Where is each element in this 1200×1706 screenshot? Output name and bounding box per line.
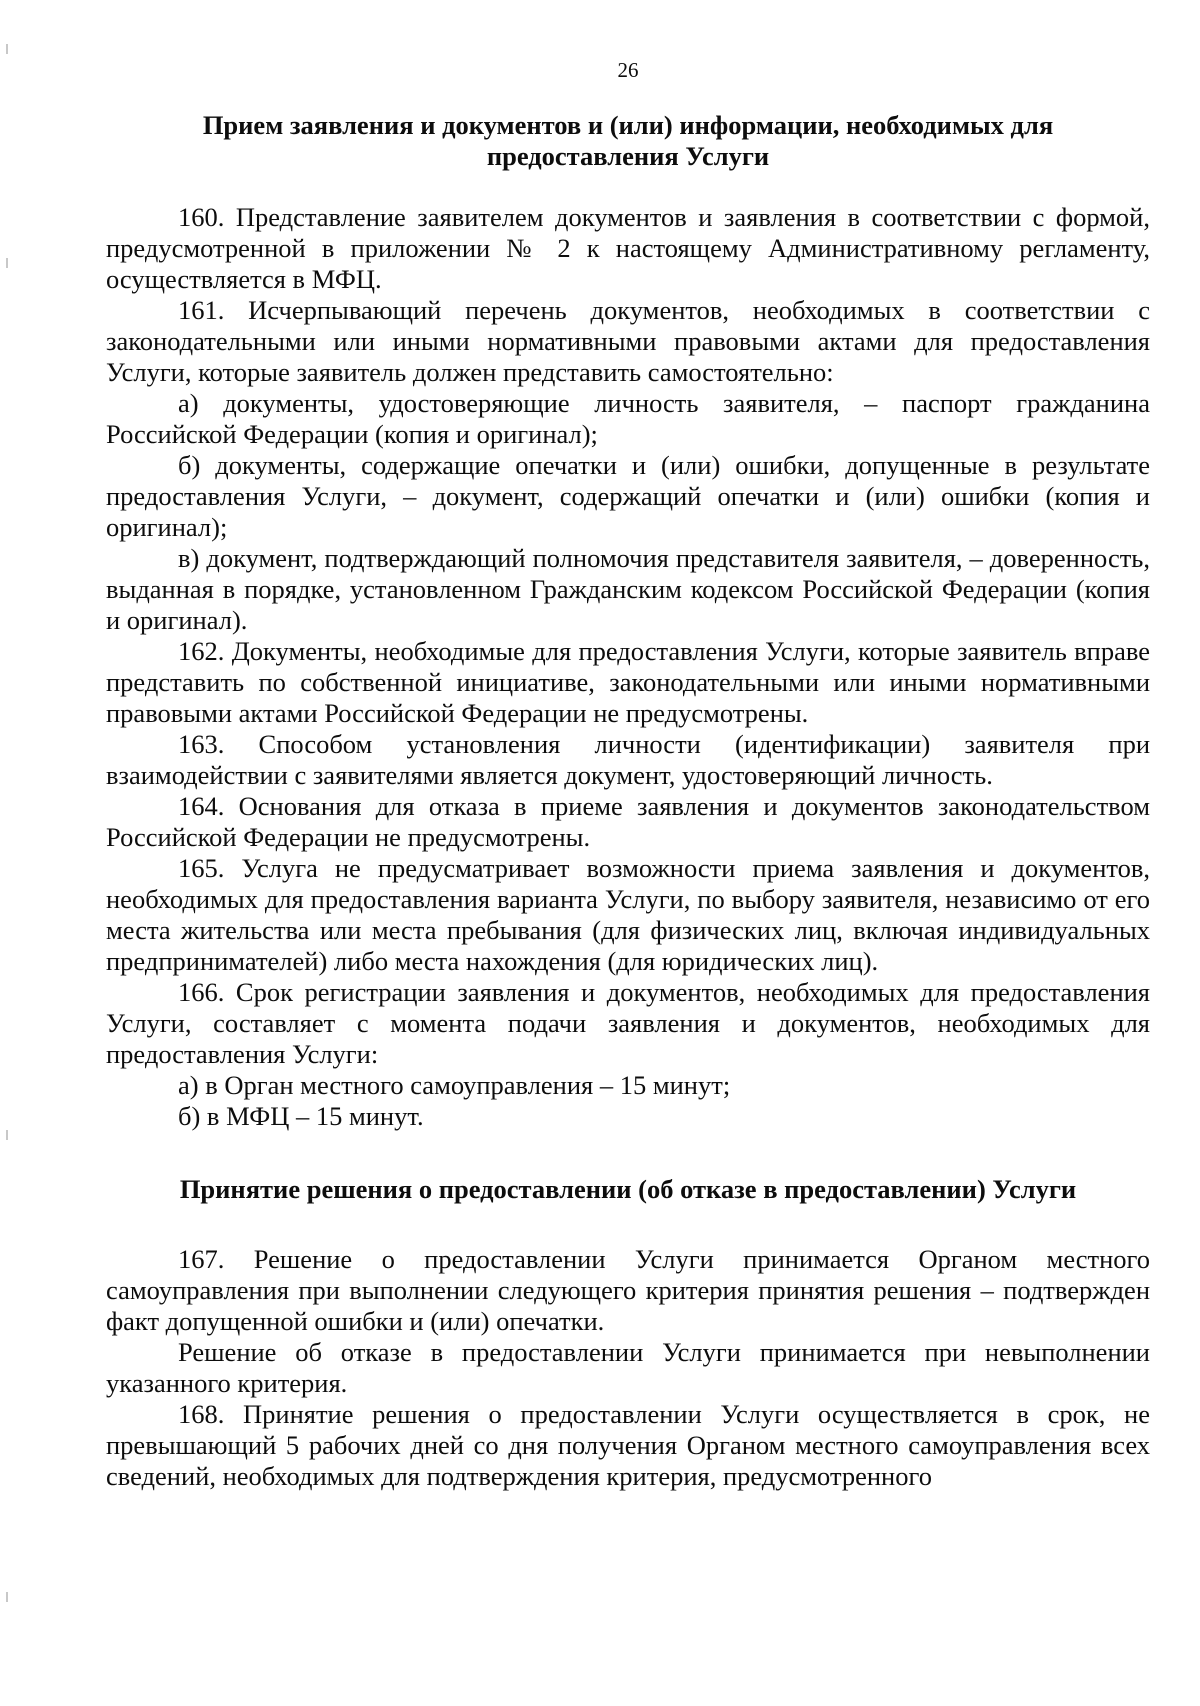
paragraph-168: 168. Принятие решения о предоставлении Услуги осуществляется в срок, не превышающий 5 рабочих дней со дня получения Органом местного самоуправления всех сведений, необходимых для подтверждения критерия, предусмотренного: [106, 1399, 1150, 1491]
paragraph-166: 166. Срок регистрации заявления и документов, необходимых для предоставления Услуги, составляет с момента подачи заявления и документов, необходимых для предоставления Услуги:: [106, 977, 1150, 1069]
section-heading-document-acceptance: [106, 110, 1150, 172]
binding-mark: [6, 1130, 8, 1140]
list-item-161-b: б) документы, содержащие опечатки и (или) ошибки, допущенные в результате предоставления Услуги, – документ, содержащий опечатки и (или) ошибки (копия и оригинал);: [106, 450, 1150, 542]
page-number: 26: [617, 58, 639, 82]
list-item-161-a: а) документы, удостоверяющие личность заявителя, – паспорт гражданина Российской Федерации (копия и оригинал);: [106, 388, 1150, 449]
binding-mark: [6, 258, 8, 268]
list-item-166-b: б) в МФЦ – 15 минут.: [178, 1101, 424, 1131]
paragraph-162: 162. Документы, необходимые для предоставления Услуги, которые заявитель вправе представить по собственной инициативе, законодательными или иными нормативными правовыми актами Российской Федерации не предусмотрены.: [106, 636, 1150, 728]
heading-line: предоставления Услуги: [486, 141, 770, 171]
paragraph-164: 164. Основания для отказа в приеме заявления и документов законодательством Российской Федерации не предусмотрены.: [106, 791, 1150, 852]
paragraph-165: 165. Услуга не предусматривает возможности приема заявления и документов, необходимых для предоставления варианта Услуги, по выбору заявителя, независимо от его места жительства или места пребывания (для физических лиц, включая индивидуальных предпринимателей) либо места нахождения (для юридических лиц).: [106, 853, 1150, 976]
list-item-161-v: в) документ, подтверждающий полномочия представителя заявителя, – доверенность, выданная в порядке, установленном Гражданским кодексом Российской Федерации (копия и оригинал).: [106, 543, 1150, 635]
heading-line: Прием заявления и документов и (или) информации, необходимых для: [202, 110, 1054, 140]
binding-mark: [6, 44, 8, 54]
binding-edge-marks: [6, 0, 8, 1706]
paragraph-161: 161. Исчерпывающий перечень документов, необходимых в соответствии с законодательными или иными нормативными правовыми актами для предоставления Услуги, которые заявитель должен представить самостоятельно:: [106, 295, 1150, 387]
paragraph-167-refusal: Решение об отказе в предоставлении Услуги принимается при невыполнении указанного критерия.: [106, 1337, 1150, 1398]
paragraph-167: 167. Решение о предоставлении Услуги принимается Органом местного самоуправления при выполнении следующего критерия принятия решения – подтвержден факт допущенной ошибки и (или) опечатки.: [106, 1244, 1150, 1336]
paragraph-160: 160. Представление заявителем документов и заявления в соответствии с формой, предусмотренной в приложении № 2 к настоящему Административному регламенту, осуществляется в МФЦ.: [106, 202, 1150, 294]
section-heading-decision: Принятие решения о предоставлении (об отказе в предоставлении) Услуги: [179, 1174, 1077, 1204]
list-item-166-a: а) в Орган местного самоуправления – 15 минут;: [178, 1070, 731, 1100]
paragraph-163: 163. Способом установления личности (идентификации) заявителя при взаимодействии с заявителями является документ, удостоверяющий личность.: [106, 729, 1150, 790]
binding-mark: [6, 1592, 8, 1602]
